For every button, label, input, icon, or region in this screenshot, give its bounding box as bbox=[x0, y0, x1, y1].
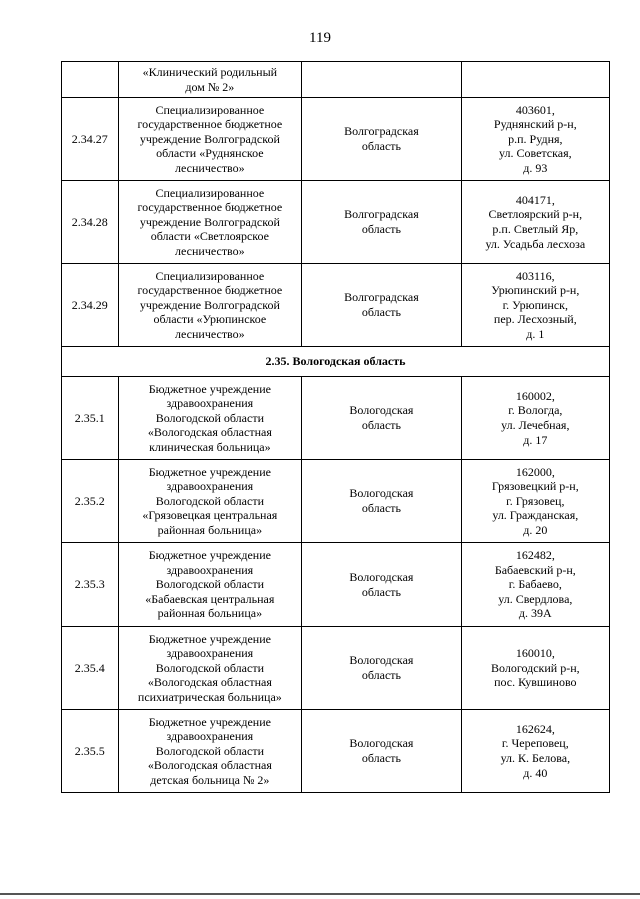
organization-cell: Бюджетное учреждение здравоохранения Вологодской области «Вологодская областная клиническая больница» bbox=[118, 377, 302, 460]
page-number: 119 bbox=[309, 30, 331, 46]
address-cell: 162482, Бабаевский р-н, г. Бабаево, ул. Свердлова, д. 39А bbox=[461, 543, 609, 627]
table-row bbox=[62, 543, 610, 627]
table-row bbox=[62, 710, 610, 793]
table-row bbox=[62, 627, 610, 710]
region-cell: Вологодская область bbox=[302, 543, 461, 627]
table-row bbox=[62, 377, 610, 460]
organization-cell: Специализированное государственное бюджетное учреждение Волгоградской области «Руднянское лесничество» bbox=[118, 98, 302, 181]
row-number-cell: 2.34.29 bbox=[62, 264, 119, 347]
row-number-cell: 2.35.1 bbox=[62, 377, 119, 460]
region-cell: Вологодская область bbox=[302, 710, 461, 793]
region-cell bbox=[302, 62, 461, 98]
table-row bbox=[62, 460, 610, 543]
organization-cell: Бюджетное учреждение здравоохранения Вологодской области «Вологодская областная детская больница № 2» bbox=[118, 710, 302, 793]
address-cell bbox=[461, 62, 609, 98]
address-cell: 160002, г. Вологда, ул. Лечебная, д. 17 bbox=[461, 377, 609, 460]
organization-cell: Бюджетное учреждение здравоохранения Вологодской области «Бабаевская центральная районная больница» bbox=[118, 543, 302, 627]
row-number-cell: 2.35.4 bbox=[62, 627, 119, 710]
scan-edge-line bbox=[0, 893, 640, 895]
region-cell: Вологодская область bbox=[302, 460, 461, 543]
row-number-cell bbox=[62, 62, 119, 98]
region-cell: Волгоградская область bbox=[302, 181, 461, 264]
address-cell: 162624, г. Череповец, ул. К. Белова, д. 40 bbox=[461, 710, 609, 793]
address-cell: 160010, Вологодский р-н, пос. Кувшиново bbox=[461, 627, 609, 710]
organization-cell: Бюджетное учреждение здравоохранения Вологодской области «Грязовецкая центральная районная больница» bbox=[118, 460, 302, 543]
region-cell: Волгоградская область bbox=[302, 264, 461, 347]
row-number-cell: 2.35.2 bbox=[62, 460, 119, 543]
table-body bbox=[62, 62, 610, 793]
region-cell: Волгоградская область bbox=[302, 98, 461, 181]
row-number-cell: 2.34.28 bbox=[62, 181, 119, 264]
address-cell: 403116, Урюпинский р-н, г. Урюпинск, пер. Лесхозный, д. 1 bbox=[461, 264, 609, 347]
institutions-table bbox=[61, 61, 610, 793]
organization-cell: «Клинический родильный дом № 2» bbox=[118, 62, 302, 98]
table-row bbox=[62, 62, 610, 98]
address-cell: 403601, Руднянский р-н, р.п. Рудня, ул. Советская, д. 93 bbox=[461, 98, 609, 181]
row-number-cell: 2.35.3 bbox=[62, 543, 119, 627]
organization-cell: Специализированное государственное бюджетное учреждение Волгоградской области «Урюпинское лесничество» bbox=[118, 264, 302, 347]
organization-cell: Специализированное государственное бюджетное учреждение Волгоградской области «Светлоярское лесничество» bbox=[118, 181, 302, 264]
row-number-cell: 2.34.27 bbox=[62, 98, 119, 181]
address-cell: 404171, Светлоярский р-н, р.п. Светлый Яр, ул. Усадьба лесхоза bbox=[461, 181, 609, 264]
table-row bbox=[62, 264, 610, 347]
region-cell: Вологодская область bbox=[302, 627, 461, 710]
table-row bbox=[62, 181, 610, 264]
row-number-cell: 2.35.5 bbox=[62, 710, 119, 793]
region-cell: Вологодская область bbox=[302, 377, 461, 460]
section-header-row bbox=[62, 347, 610, 377]
organization-cell: Бюджетное учреждение здравоохранения Вологодской области «Вологодская областная психиатрическая больница» bbox=[118, 627, 302, 710]
table-row bbox=[62, 98, 610, 181]
section-title: 2.35. Вологодская область bbox=[62, 347, 610, 377]
address-cell: 162000, Грязовецкий р-н, г. Грязовец, ул. Гражданская, д. 20 bbox=[461, 460, 609, 543]
